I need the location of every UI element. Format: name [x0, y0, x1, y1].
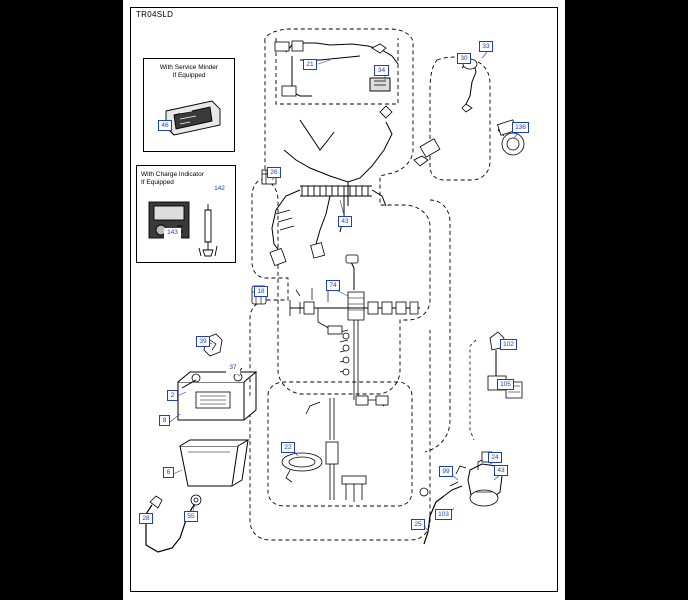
callout-18[interactable]: 18 — [254, 286, 268, 297]
callout-28[interactable]: 28 — [139, 513, 153, 524]
callout-8[interactable]: 8 — [159, 415, 170, 426]
sheet-code-label: TR04SLD — [136, 10, 174, 19]
callout-46[interactable]: 46 — [158, 120, 172, 131]
callout-22[interactable]: 22 — [281, 442, 295, 453]
service-minder-art — [144, 83, 236, 149]
charge-indicator-art — [137, 188, 237, 262]
callout-55[interactable]: 55 — [184, 511, 198, 522]
callout-43-lower[interactable]: 43 — [494, 465, 508, 476]
callout-143[interactable]: 143 — [164, 228, 181, 239]
callout-74[interactable]: 74 — [326, 280, 340, 291]
callout-34[interactable]: 34 — [374, 65, 389, 76]
inset-service-minder — [143, 58, 235, 152]
inset-service-minder-title-line1: With Service Minder — [159, 64, 219, 71]
callout-30[interactable]: 30 — [457, 53, 471, 64]
callout-25[interactable]: 25 — [411, 519, 425, 530]
callout-39[interactable]: 39 — [196, 336, 210, 347]
callout-103[interactable]: 103 — [435, 509, 452, 520]
inset-service-minder-title-line2: If Equipped — [172, 72, 206, 79]
inset-charge-indicator — [136, 165, 236, 263]
callout-136[interactable]: 136 — [512, 122, 529, 133]
callout-26[interactable]: 26 — [267, 167, 281, 178]
callout-24[interactable]: 24 — [488, 452, 502, 463]
callout-105[interactable]: 105 — [497, 379, 514, 390]
callout-2[interactable]: 2 — [167, 390, 178, 401]
inset-charge-indicator-title-line1: With Charge Indicator — [141, 171, 204, 178]
inset-charge-indicator-title-line2: If Equipped — [141, 179, 174, 186]
callout-33[interactable]: 33 — [479, 41, 493, 52]
callout-142[interactable]: 142 — [211, 184, 228, 195]
callout-99[interactable]: 99 — [439, 466, 453, 477]
callout-43-upper[interactable]: 43 — [338, 216, 352, 227]
callout-6[interactable]: 6 — [163, 467, 174, 478]
callout-21[interactable]: 21 — [303, 59, 317, 70]
callout-37[interactable]: 37 — [226, 363, 240, 374]
callout-102[interactable]: 102 — [500, 339, 517, 350]
